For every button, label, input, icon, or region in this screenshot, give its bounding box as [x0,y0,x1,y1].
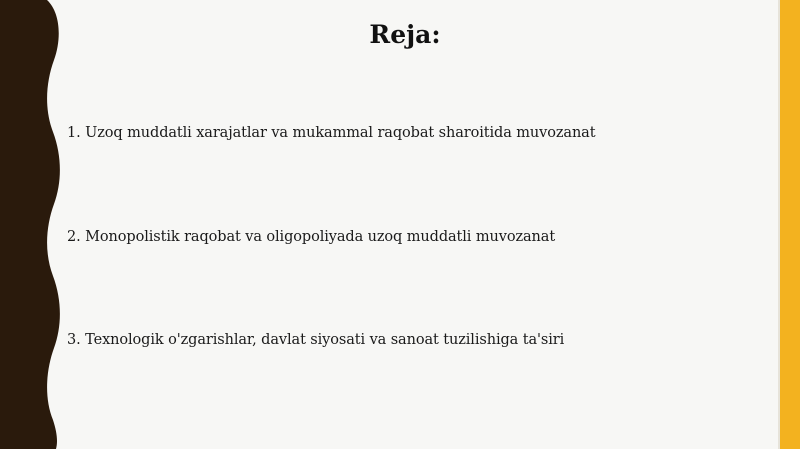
wavy-border-shape [0,0,60,449]
plan-item-3: 3. Texnologik o'zgarishlar, davlat siyosati va sanoat tuzilishiga ta'siri [67,332,565,348]
wavy-left-border [0,0,70,449]
slide-title: Reja: [369,20,441,49]
plan-item-1: 1. Uzoq muddatli xarajatlar va mukammal raqobat sharoitida muvozanat [67,125,596,141]
right-accent-bar [780,0,800,449]
plan-item-2: 2. Monopolistik raqobat va oligopoliyada uzoq muddatli muvozanat [67,229,556,245]
